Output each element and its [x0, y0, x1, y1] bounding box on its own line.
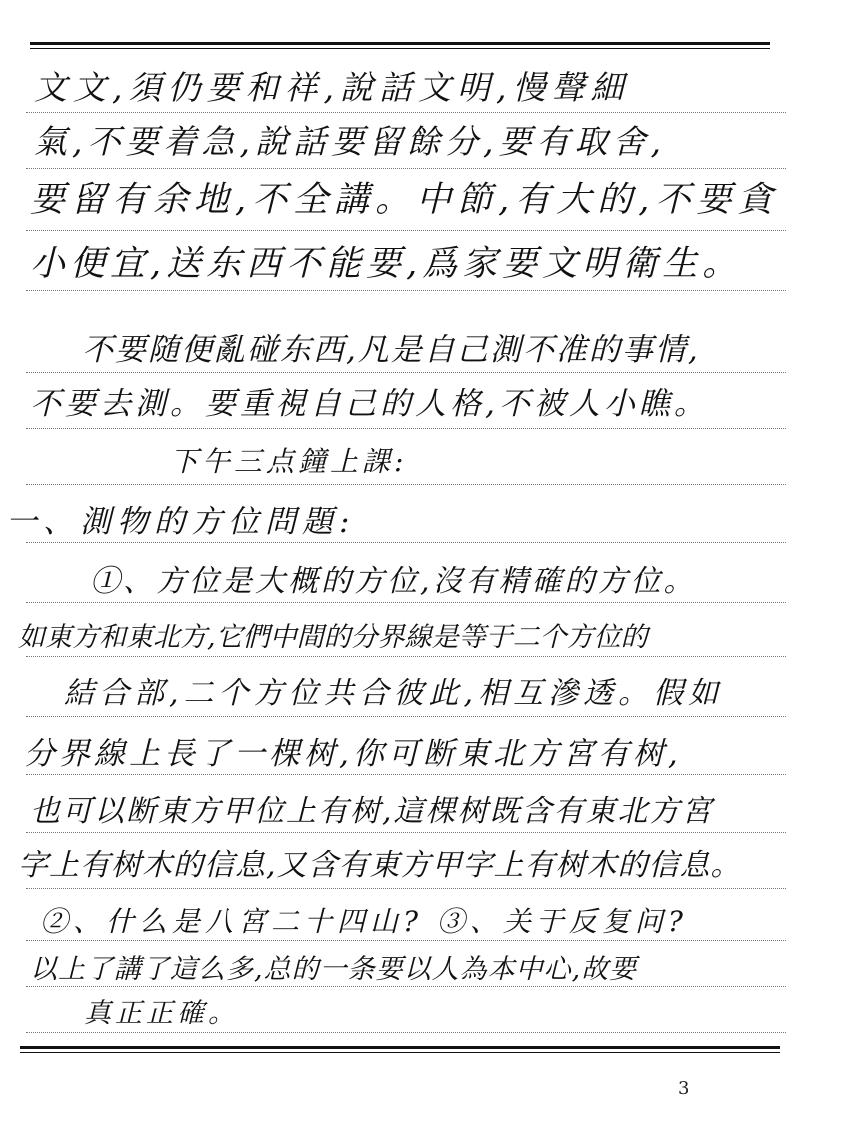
text-line: 以上了講了這么多,总的一条要以人為本中心,故要	[30, 954, 638, 985]
dotted-rule	[26, 168, 786, 169]
text-line: ①、方位是大概的方位,沒有精確的方位。	[90, 564, 697, 599]
dotted-rule	[26, 428, 786, 429]
text-line: 字上有树木的信息,又含有東方甲字上有树木的信息。	[18, 848, 742, 883]
text-line: 如東方和東北方,它們中間的分界線是等于二个方位的	[18, 622, 648, 653]
page-number: 3	[678, 1078, 690, 1099]
dotted-rule	[26, 290, 786, 291]
dotted-rule	[26, 484, 786, 485]
top-double-rule-thin	[30, 48, 770, 49]
dotted-rule	[26, 372, 786, 373]
text-line: ②、什么是八宮二十四山? ③、关于反复问?	[40, 905, 688, 938]
dotted-rule	[26, 542, 786, 543]
dotted-rule	[26, 986, 786, 987]
bottom-double-rule	[20, 1046, 780, 1049]
text-line: 要留有余地,不全講。中節,有大的,不要貪	[30, 180, 779, 220]
dotted-rule	[26, 888, 786, 889]
text-line: 分界線上長了一棵树,你可断東北方宮有树,	[24, 736, 682, 772]
dotted-rule	[26, 602, 786, 603]
section-heading: 一、測物的方位問題:	[6, 504, 356, 540]
dotted-rule	[26, 656, 786, 657]
text-line: 氣,不要着急,說話要留餘分,要有取舍,	[34, 122, 666, 161]
text-line: 也可以断東方甲位上有树,這棵树既含有東北方宮	[30, 794, 714, 829]
dotted-rule	[26, 940, 786, 941]
text-line: 不要随便亂碰东西,凡是自己測不准的事情,	[82, 332, 700, 368]
dotted-rule	[26, 716, 786, 717]
dotted-rule	[26, 112, 786, 113]
dotted-rule	[26, 832, 786, 833]
dotted-rule	[26, 230, 786, 231]
text-line: 結合部,二个方位共合彼此,相互滲透。假如	[64, 676, 724, 711]
text-line: 下午三点鐘上課:	[170, 445, 408, 478]
dotted-rule	[26, 1032, 786, 1033]
text-line: 小便宜,送东西不能要,爲家要文明衛生。	[30, 244, 743, 284]
text-line: 文文,須仍要和祥,說話文明,慢聲細	[34, 68, 630, 107]
text-line: 真正正確。	[84, 998, 239, 1029]
dotted-rule	[26, 774, 786, 775]
bottom-double-rule-thin	[20, 1052, 780, 1053]
top-double-rule	[30, 42, 770, 45]
text-line: 不要去測。要重視自己的人格,不被人小瞧。	[30, 386, 709, 422]
